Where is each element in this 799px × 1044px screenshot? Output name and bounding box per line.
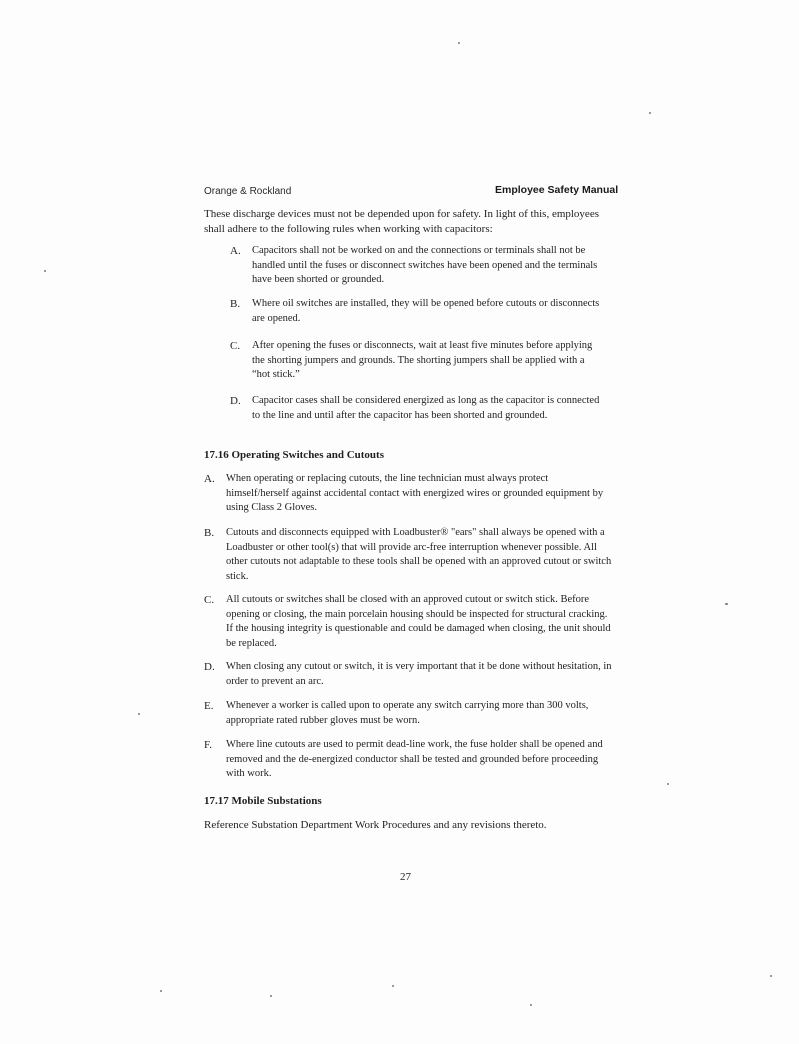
section-heading-17-17: 17.17 Mobile Substations: [204, 795, 322, 807]
rule-letter: C.: [204, 594, 215, 606]
scan-speck: [667, 783, 669, 785]
rule-text: All cutouts or switches shall be closed with an approved cutout or switch stick. Before opening or closing, the main porcelain housing should be inspected for structural cracking. If the housing integrity is questionable and could be damaged when closing, the unit should be replaced.: [226, 594, 611, 649]
scan-speck: [160, 990, 162, 992]
rule-text: After opening the fuses or disconnects, wait at least five minutes before applying the shorting jumpers and grounds. The shorting jumpers shall be applied with a “hot stick.”: [252, 340, 593, 380]
header-manual-title: Employee Safety Manual: [495, 184, 619, 196]
rule-text: Where line cutouts are used to permit dead-line work, the fuse holder shall be opened and removed and the de-energized conductor shall be tested and grounded before proceeding with work.: [226, 739, 603, 779]
rule-letter: A.: [204, 473, 215, 485]
rule-text: Capacitors shall not be worked on and the connections or terminals shall not be handled until the fuses or disconnect switches have been opened and the terminals have been shorted or grounded.: [252, 245, 598, 285]
rule-text: When operating or replacing cutouts, the line technician must always protect himself/herself against accidental contact with energized wires or grounded equipment by using Class 2 Gloves.: [226, 473, 604, 513]
rule-text: When closing any cutout or switch, it is very important that it be done without hesitation, in order to prevent an arc.: [226, 661, 612, 687]
scan-speck: [270, 995, 272, 997]
rule-letter: B.: [230, 298, 241, 310]
rule-letter: C.: [230, 340, 241, 352]
rule-text: Where oil switches are installed, they will be opened before cutouts or disconnects are opened.: [252, 298, 600, 324]
rule-text: Cutouts and disconnects equipped with Loadbuster® "ears" shall always be opened with a Loadbuster or other tool(s) that will provide arc-free interruption whenever possible. All other cutouts not adaptable to these tools shall be opened with an approved cutout or switch stick.: [226, 527, 612, 582]
section-heading-17-16: 17.16 Operating Switches and Cutouts: [204, 449, 384, 461]
header-company: Orange & Rockland: [204, 186, 292, 197]
rule-letter: D.: [230, 395, 241, 407]
page-number: 27: [400, 871, 411, 883]
rule-letter: B.: [204, 527, 215, 539]
scan-speck: [649, 112, 651, 114]
intro-paragraph: These discharge devices must not be depended upon for safety. In light of this, employees shall adhere to the following rules when working with capacitors:: [204, 208, 599, 235]
rule-letter: A.: [230, 245, 241, 257]
scan-speck: [138, 713, 140, 715]
scan-speck: [44, 270, 46, 272]
rule-text: Capacitor cases shall be considered energized as long as the capacitor is connected to the line and until after the capacitor has been shorted and grounded.: [252, 395, 600, 421]
rule-letter: E.: [204, 700, 214, 712]
scan-speck: [458, 42, 460, 44]
rule-letter: D.: [204, 661, 215, 673]
reference-text: Reference Substation Department Work Procedures and any revisions thereto.: [204, 819, 547, 831]
scan-speck: [725, 603, 728, 605]
scan-speck: [530, 1004, 532, 1006]
rule-text: Whenever a worker is called upon to operate any switch carrying more than 300 volts, appropriate rated rubber gloves must be worn.: [226, 700, 589, 726]
scan-speck: [770, 975, 772, 977]
rule-letter: F.: [204, 739, 212, 751]
scan-speck: [392, 985, 394, 987]
